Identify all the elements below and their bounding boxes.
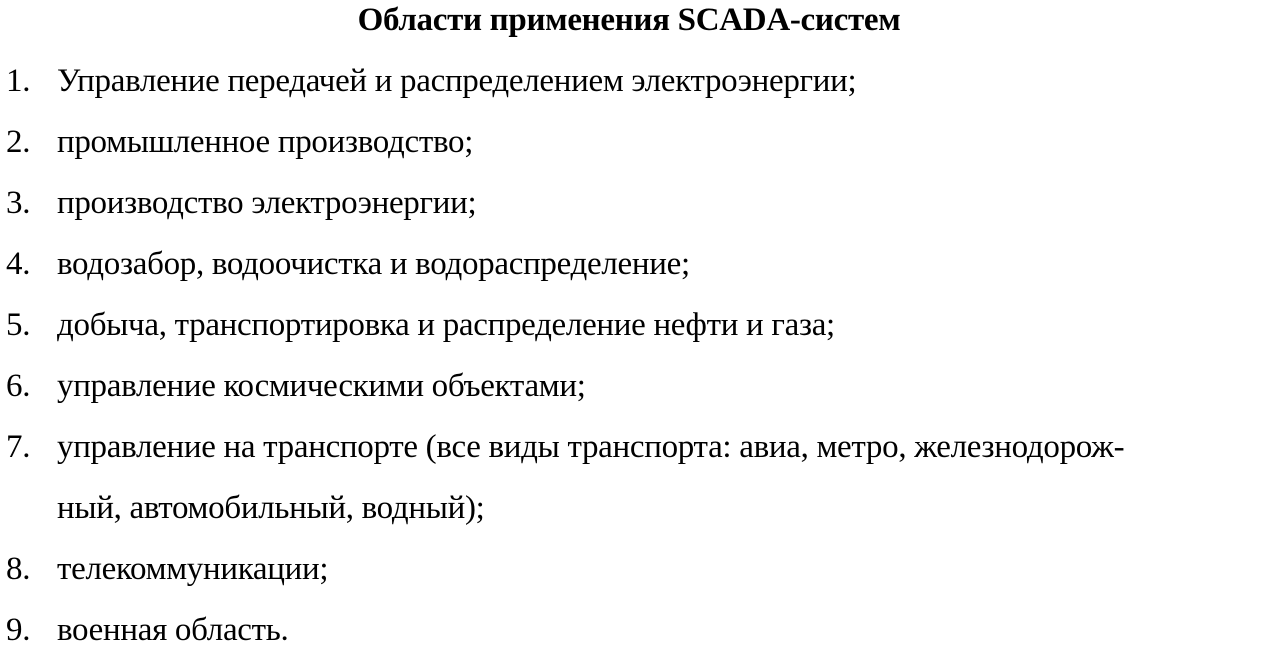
list-item-text: управление космическими объектами; bbox=[57, 368, 586, 404]
list-item-text: производство электроэнергии; bbox=[57, 185, 477, 221]
applications-list bbox=[0, 51, 1265, 661]
list-item bbox=[0, 600, 1265, 661]
list-item-number: 2. bbox=[6, 124, 31, 160]
list-item bbox=[0, 295, 1265, 356]
list-item bbox=[0, 112, 1265, 173]
list-item-number: 3. bbox=[6, 185, 31, 221]
list-item-number: 6. bbox=[6, 368, 31, 404]
list-item bbox=[0, 539, 1265, 600]
list-item bbox=[0, 173, 1265, 234]
page-title: Области применения SCADA-систем bbox=[357, 2, 901, 38]
list-item-text: водозабор, водоочистка и водораспределение; bbox=[57, 246, 690, 282]
list-item-text: Управление передачей и распределением электроэнергии; bbox=[57, 63, 857, 99]
list-item-text: телекоммуникации; bbox=[57, 551, 329, 587]
list-item-number: 9. bbox=[6, 612, 31, 648]
list-item-text: управление на транспорте (все виды транспорта: авиа, метро, железнодорож- bbox=[57, 429, 1125, 465]
list-item bbox=[0, 417, 1265, 539]
list-item-text: добыча, транспортировка и распределение нефти и газа; bbox=[57, 307, 835, 343]
list-item-number: 8. bbox=[6, 551, 31, 587]
list-item-number: 1. bbox=[6, 63, 31, 99]
list-item bbox=[0, 51, 1265, 112]
list-item bbox=[0, 356, 1265, 417]
list-item-number: 7. bbox=[6, 429, 31, 465]
list-item-text: промышленное производство; bbox=[57, 124, 474, 160]
list-item bbox=[0, 234, 1265, 295]
list-item-number: 5. bbox=[6, 307, 31, 343]
list-item-number: 4. bbox=[6, 246, 31, 282]
list-item-text-continuation: ный, автомобильный, водный); bbox=[57, 490, 485, 526]
list-item-text: военная область. bbox=[57, 612, 289, 648]
